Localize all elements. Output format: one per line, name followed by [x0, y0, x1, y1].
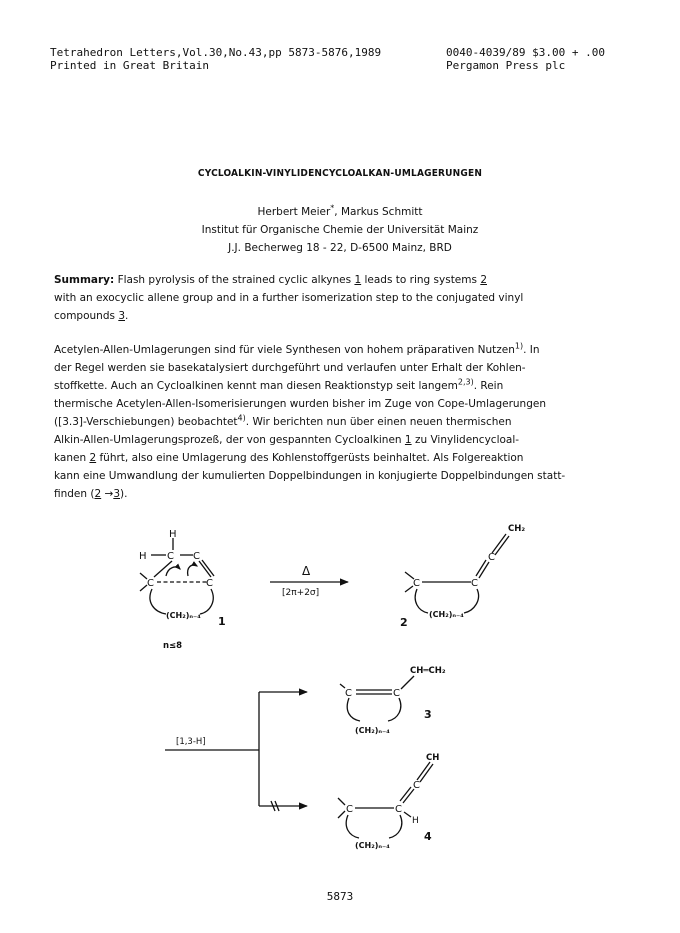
issn-price: 0040-4039/89 $3.00 + .00 [446, 46, 605, 59]
ring-label: (CH₂)ₙ₋₄ [355, 841, 390, 850]
body-text: . Rein [473, 380, 504, 392]
author-separator: , [334, 206, 341, 218]
c-atom: C [393, 688, 400, 699]
compound-number-3: 3 [424, 708, 432, 721]
body-text: führt, also eine Umlagerung des Kohlenstoffgerüsts beinhaltet. Als Folgereaktion [96, 452, 524, 464]
compound-ref: 2 [89, 452, 97, 464]
c-atom: C [488, 552, 495, 563]
page-number: 5873 [326, 890, 354, 903]
body-text: . In [523, 344, 540, 356]
compound-ref-1: 1 [354, 274, 362, 286]
process-label: [2π+2σ] [282, 588, 320, 598]
body-text: Alkin-Allen-Umlagerungsprozeß, der von gespannten Cycloalkinen [54, 434, 405, 446]
compound-4-structure [338, 762, 433, 838]
citation-ref: 4) [237, 413, 246, 423]
summary-text: Flash pyrolysis of the strained cyclic alkynes [114, 274, 355, 286]
body-text: finden ( [54, 488, 95, 500]
compound-ref-3: 3 [118, 310, 125, 322]
address: J.J. Becherweg 18 - 22, D-6500 Mainz, BRD [228, 242, 452, 254]
summary-text: leads to ring systems [361, 274, 481, 286]
publisher-name: Pergamon Press plc [446, 59, 566, 72]
ring-label: (CH₂)ₙ₋₄ [355, 726, 390, 735]
ch2-group: CH₂ [508, 524, 526, 534]
c-atom: C [413, 578, 420, 589]
heat-symbol: Δ [302, 564, 311, 578]
summary-line-2: with an exocyclic allene group and in a further isomerization step to the conjugated vinyl [54, 292, 524, 304]
paper-title: CYCLOALKIN-VINYLIDENCYCLOALKAN-UMLAGERUNGEN [197, 168, 483, 179]
body-text: → [101, 488, 114, 500]
h-atom-top: H [169, 529, 177, 540]
body-text: ([3.3]-Verschiebungen) beobachtet [54, 416, 238, 428]
compound-number-1: 1 [218, 615, 226, 628]
institute: Institut für Organische Chemie der Universität Mainz [201, 224, 479, 236]
citation-ref: 1) [514, 341, 524, 351]
c-atom: C [193, 551, 200, 562]
body-text: stoffkette. Auch an Cycloalkinen kennt man diesen Reaktionstyp seit langem [54, 380, 458, 392]
journal-citation: Tetrahedron Letters,Vol.30,No.43,pp 5873-5876,1989 [50, 46, 382, 59]
summary-text: compounds [54, 310, 119, 322]
compound-number-2: 2 [400, 616, 408, 629]
summary-text: . [125, 310, 129, 322]
c-atom: C [345, 688, 352, 699]
compound-ref-2: 2 [480, 274, 487, 286]
body-text: . Wir berichten nun über einen neuen thermischen [245, 416, 512, 428]
body-text: ). [120, 488, 128, 500]
ring-label: (CH₂)ₙ₋₄ [166, 611, 201, 620]
author-meier: Herbert Meier [257, 206, 331, 218]
ch-group: CH [426, 753, 440, 763]
branching-arrows [165, 692, 307, 811]
body-text: Acetylen-Allen-Umlagerungen sind für viele Synthesen von hohem präparativen Nutzen [54, 344, 515, 356]
summary-label: Summary: [54, 274, 115, 286]
c-atom: C [206, 578, 213, 589]
compound-number-4: 4 [424, 830, 432, 843]
c-atom: C [346, 804, 353, 815]
body-text: kanen [54, 452, 90, 464]
c-atom: C [167, 551, 174, 562]
h-atom: H [412, 816, 419, 826]
author-schmitt: Markus Schmitt [340, 206, 423, 218]
body-line: thermische Acetylen-Allen-Isomerisierungen wurden bisher im Zuge von Cope-Umlagerungen [54, 398, 546, 410]
printed-location: Printed in Great Britain [50, 59, 209, 72]
ring-label: (CH₂)ₙ₋₄ [429, 610, 464, 619]
compound-2-structure [405, 534, 509, 613]
citation-ref: 2,3) [457, 377, 474, 387]
c-atom: C [147, 578, 154, 589]
compound-ref: 1 [404, 434, 412, 446]
ring-size-condition: n≤8 [163, 641, 183, 651]
shift-label: [1,3-H] [176, 737, 206, 747]
h-atom-left: H [139, 551, 147, 562]
body-text: zu Vinylidencycloal- [411, 434, 520, 446]
body-line: der Regel werden sie basekatalysiert durchgeführt und verlaufen unter Erhalt der Kohlen- [54, 362, 526, 374]
body-line: kann eine Umwandlung der kumulierten Doppelbindungen in konjugierte Doppelbindungen statt- [54, 470, 566, 482]
vinyl-group: CH═CH₂ [410, 666, 446, 676]
c-atom: C [413, 780, 420, 791]
c-atom: C [395, 804, 402, 815]
c-atom: C [471, 578, 478, 589]
compound-ref: 3 [113, 488, 120, 500]
compound-ref: 2 [94, 488, 102, 500]
corresponding-mark: * [330, 203, 335, 213]
compound-1-structure [140, 538, 214, 614]
